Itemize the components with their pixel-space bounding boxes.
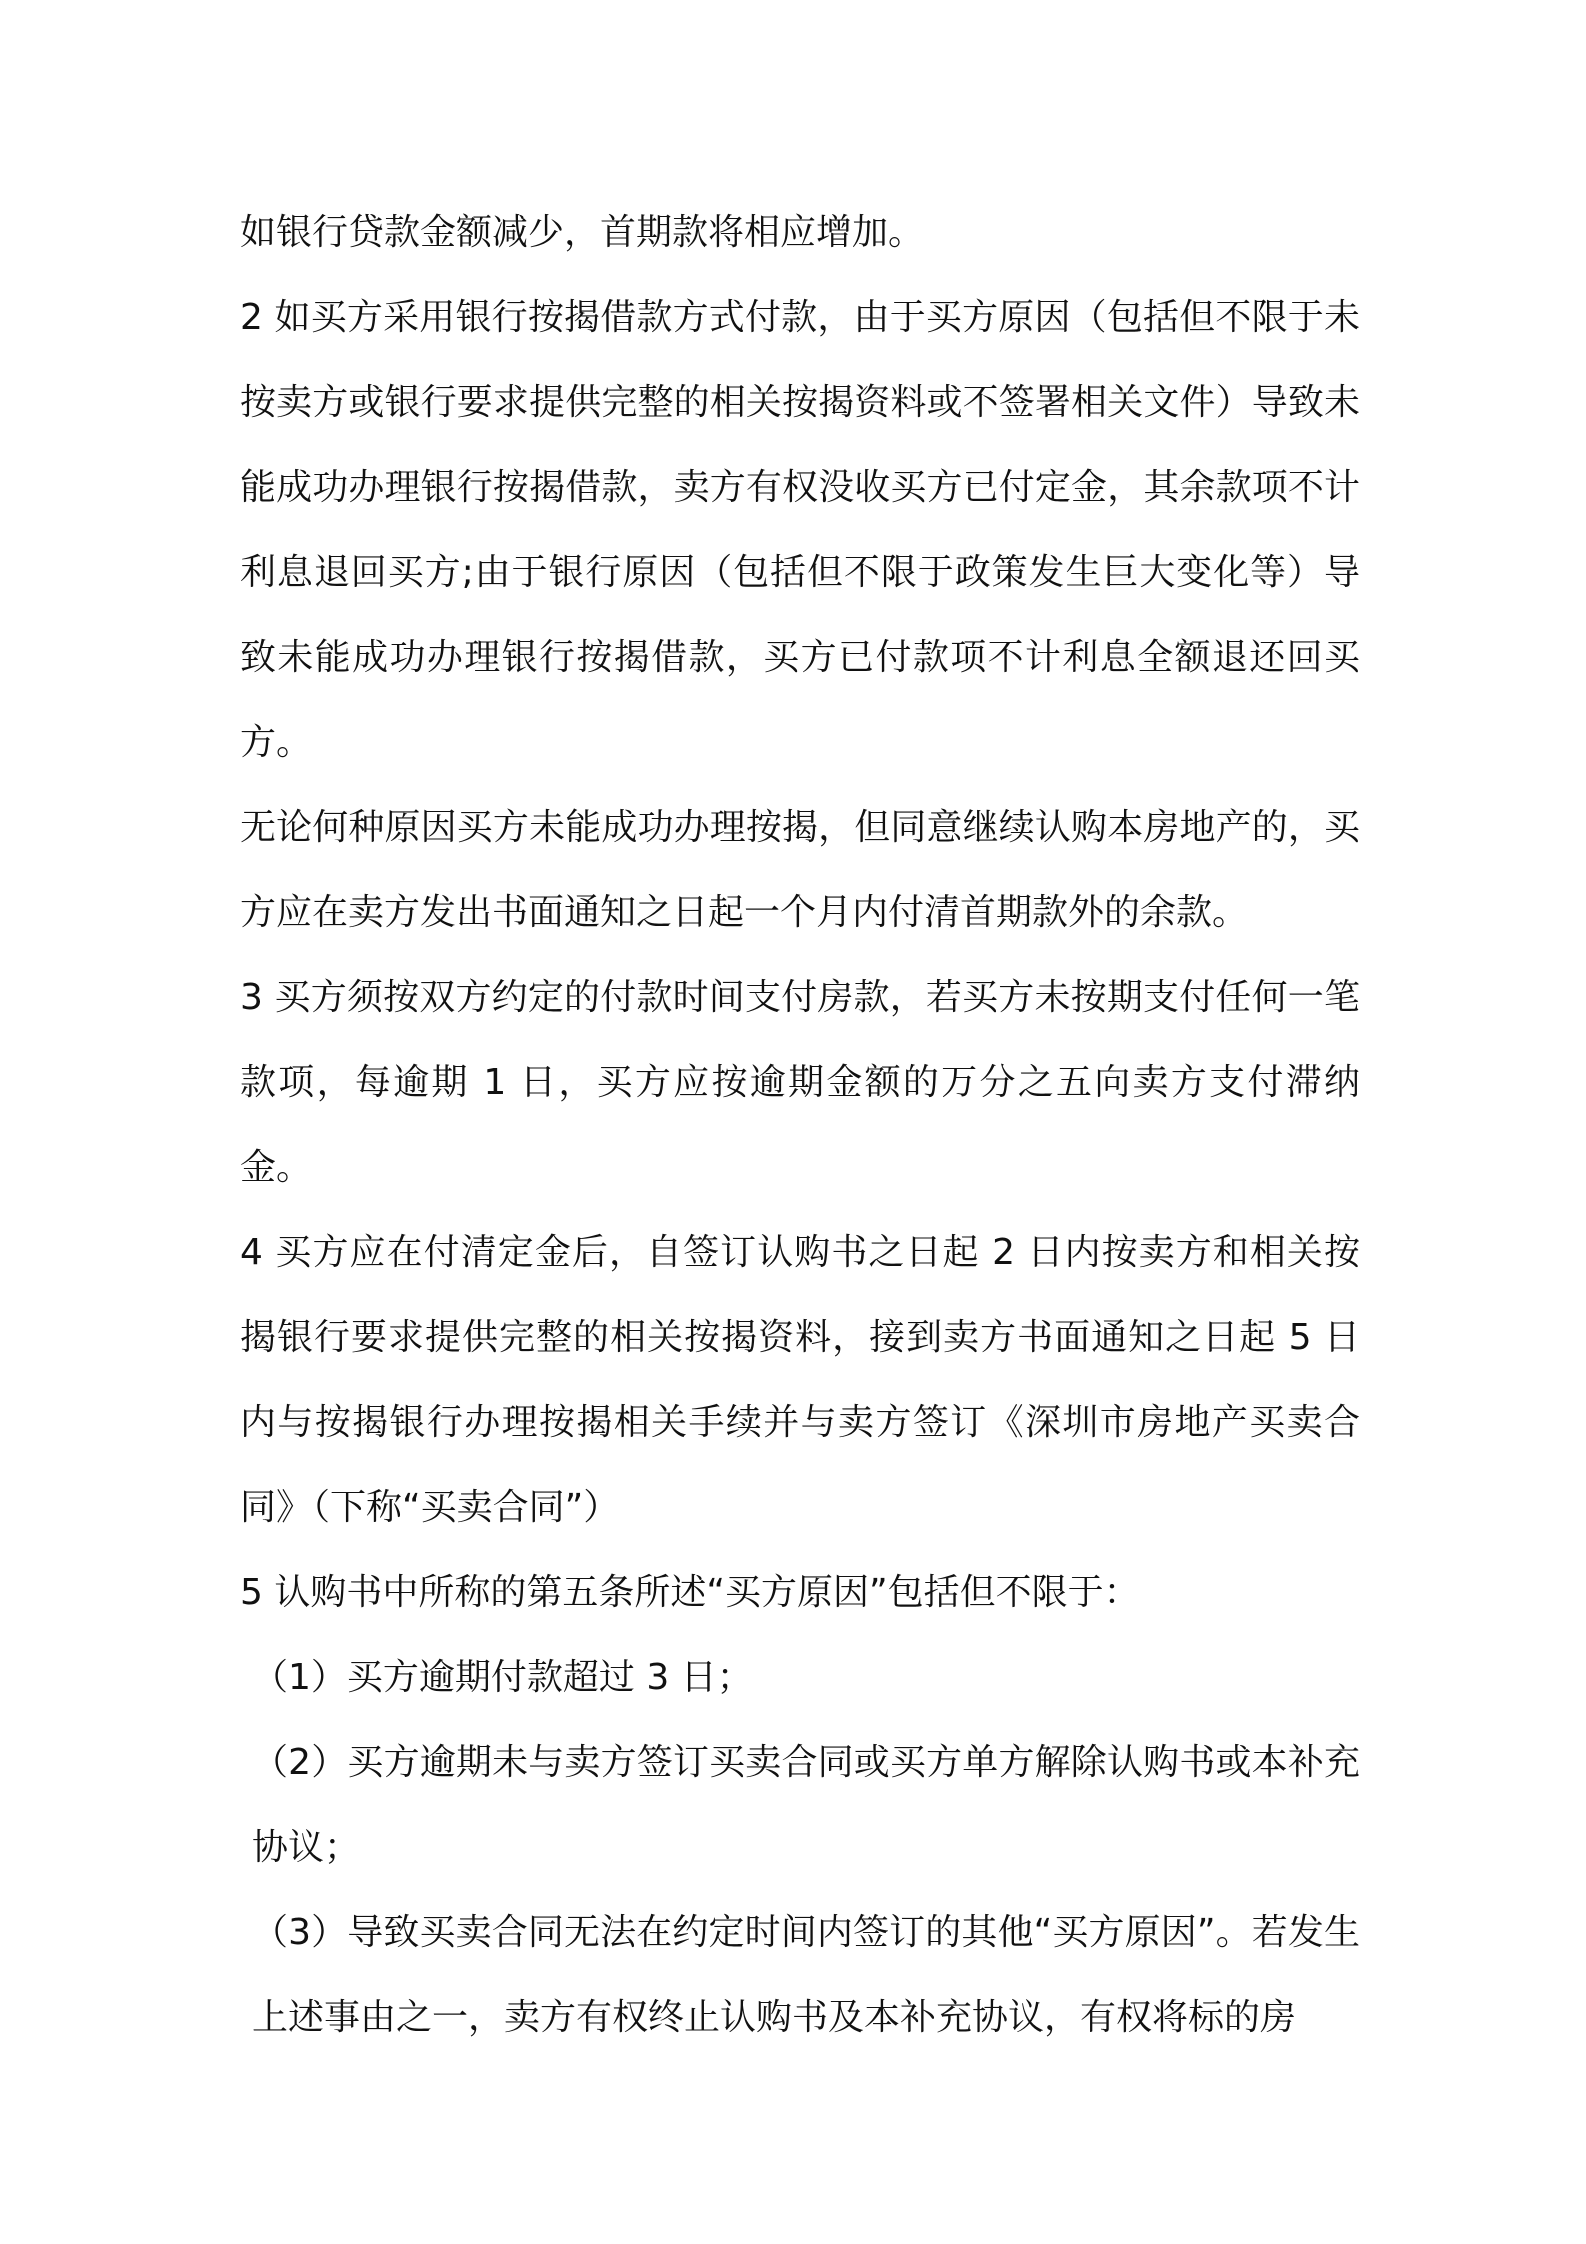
paragraph-any-reason: 无论何种原因买方未能成功办理按揭，但同意继续认购本房地产的，买方应在卖方发出书面通知之日起一个月内付清首期款外的余款。 xyxy=(240,807,1360,933)
paragraph-clause-4: 4 买方应在付清定金后，自签订认购书之日起 2 日内按卖方和相关按揭银行要求提供完整的相关按揭资料，接到卖方书面通知之日起 5 日内与按揭银行办理按揭相关手续并与卖方签订《深圳市房地产买卖合同》（下称“买卖合同”） xyxy=(240,1232,1360,1528)
list-item: （2）买方逾期未与卖方签订买卖合同或买方单方解除认购书或本补充协议； xyxy=(252,1742,1360,1868)
list-item: （1）买方逾期付款超过 3 日； xyxy=(252,1657,753,1698)
document-body xyxy=(240,190,1360,2060)
paragraph-clause-2: 2 如买方采用银行按揭借款方式付款，由于买方原因（包括但不限于未按卖方或银行要求提供完整的相关按揭资料或不签署相关文件）导致未能成功办理银行按揭借款，卖方有权没收买方已付定金，其余款项不计利息退回买方;由于银行原因（包括但不限于政策发生巨大变化等）导致未能成功办理银行按揭借款，买方已付款项不计利息全额退还回买方。 xyxy=(240,297,1360,763)
paragraph-loan-reduction: 如银行贷款金额减少，首期款将相应增加。 xyxy=(240,212,925,253)
paragraph-clause-3: 3 买方须按双方约定的付款时间支付房款，若买方未按期支付任何一笔款项，每逾期 1 日，买方应按逾期金额的万分之五向卖方支付滞纳金。 xyxy=(240,977,1360,1188)
paragraph-clause-5: 5 认购书中所称的第五条所述“买方原因”包括但不限于： xyxy=(240,1572,1140,1613)
list-item: （3）导致买卖合同无法在约定时间内签订的其他“买方原因”。若发生上述事由之一，卖方有权终止认购书及本补充协议，有权将标的房 xyxy=(252,1912,1360,2038)
